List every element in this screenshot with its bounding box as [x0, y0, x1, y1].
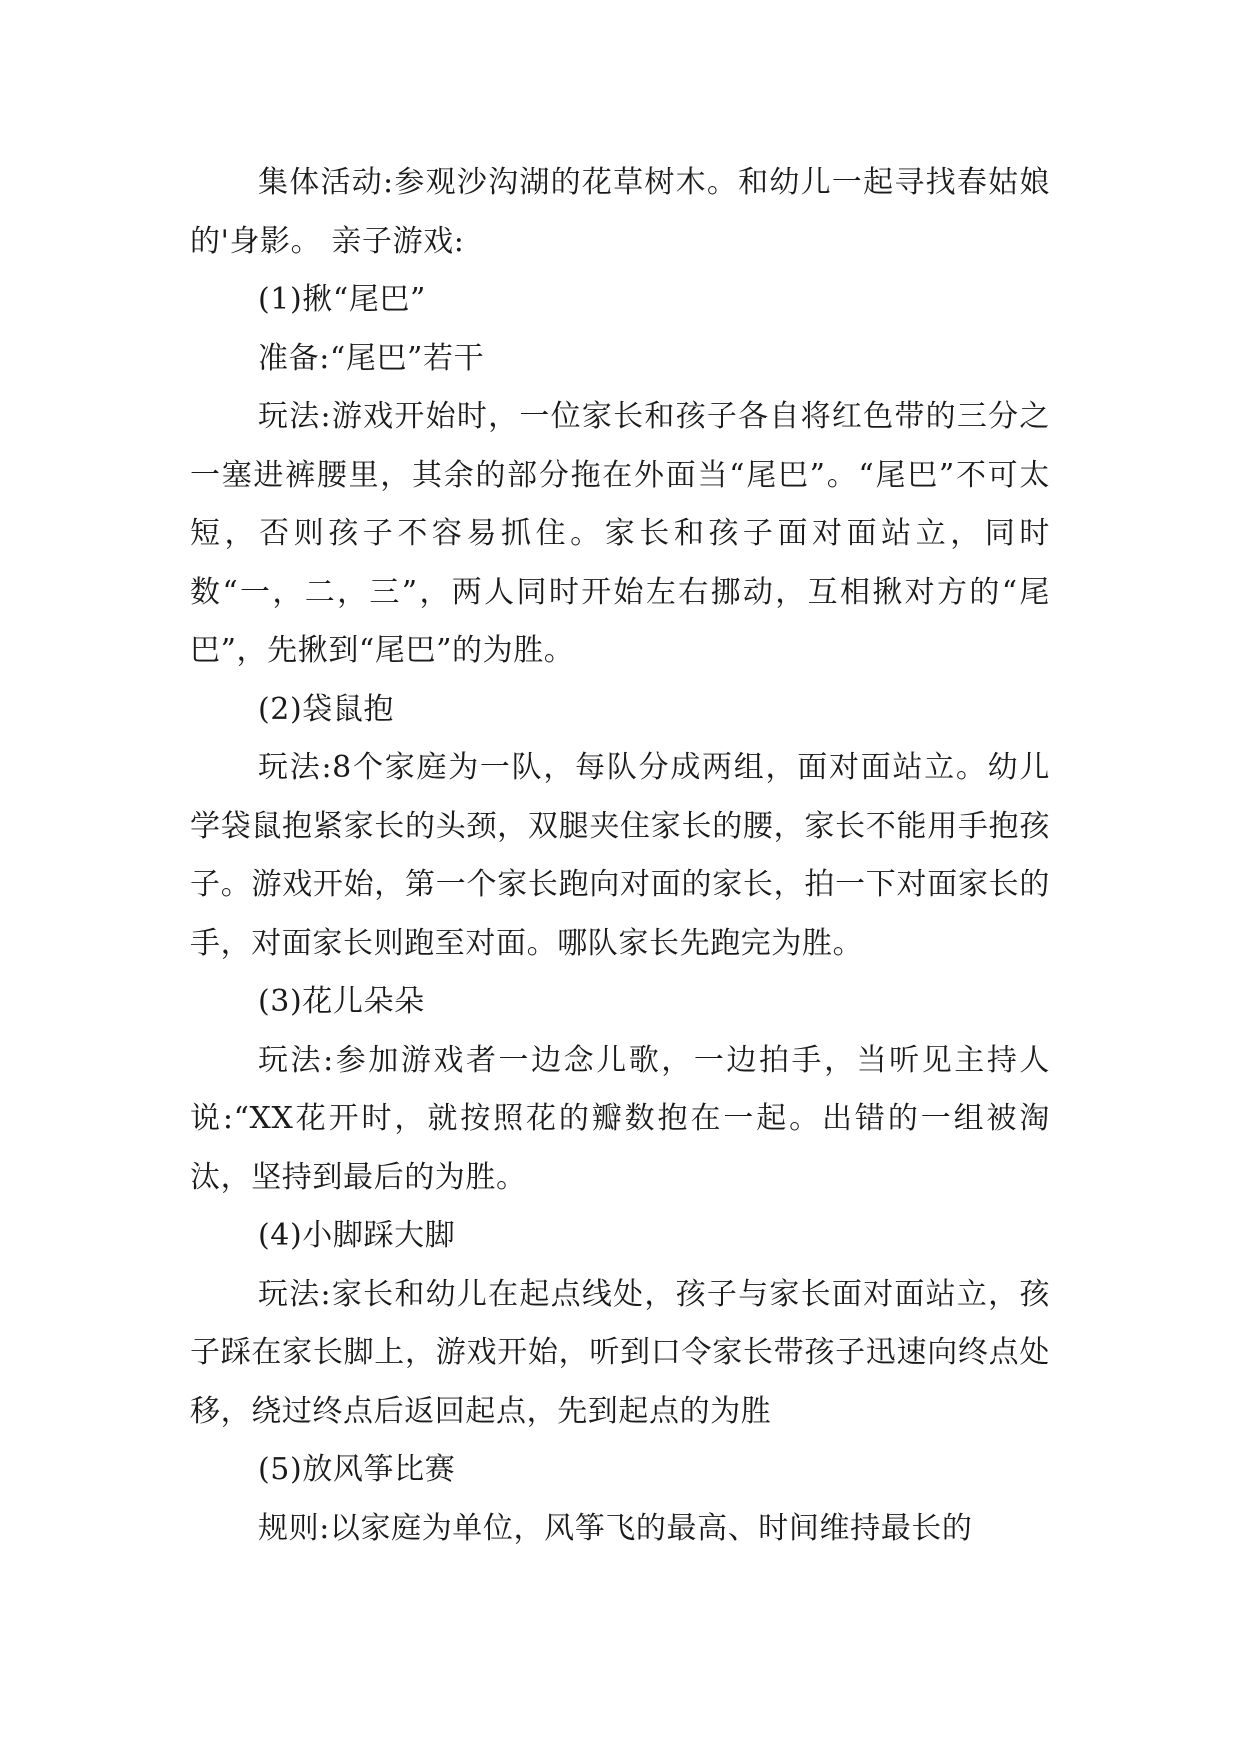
paragraph-group-activity: 集体活动:参观沙沟湖的花草树木。和幼儿一起寻找春姑娘的'身影。 亲子游戏:: [190, 165, 1050, 259]
paragraph-game-4-rules: 玩法:家长和幼儿在起点线处，孩子与家长面对面站立，孩子踩在家长脚上，游戏开始，听到口令家长带孩子迅速向终点处移，绕过终点后返回起点，先到起点的为胜: [190, 1276, 1050, 1429]
document-body: [190, 154, 1050, 1558]
heading-game-1: (1)揪“尾巴”: [258, 282, 426, 317]
paragraph-game-3-rules: 玩法:参加游戏者一边念儿歌，一边拍手，当听见主持人说:“XX花开时，就按照花的瓣数抱在一起。出错的一组被淘汰，坚持到最后的为胜。: [190, 1042, 1050, 1195]
paragraph-game-1-preparation: 准备:“尾巴”若干: [258, 340, 485, 376]
paragraph-game-1-rules: 玩法:游戏开始时，一位家长和孩子各自将红色带的三分之一塞进裤腰里，其余的部分拖在外面当“尾巴”。“尾巴”不可太短，否则孩子不容易抓住。家长和孩子面对面站立，同时数“一，二，三”，两人同时开始左右挪动，互相揪对方的“尾巴”，先揪到“尾巴”的为胜。: [190, 399, 1050, 668]
heading-game-4: (4)小脚踩大脚: [258, 1218, 456, 1253]
heading-game-5: (5)放风筝比赛: [258, 1452, 456, 1487]
heading-game-3: (3)花儿朵朵: [258, 984, 425, 1019]
paragraph-game-5-rules: 规则:以家庭为单位，风筝飞的最高、时间维持最长的: [258, 1510, 973, 1546]
paragraph-game-2-rules: 玩法:8个家庭为一队，每队分成两组，面对面站立。幼儿学袋鼠抱紧家长的头颈，双腿夹住家长的腰，家长不能用手抱孩子。游戏开始，第一个家长跑向对面的家长，拍一下对面家长的手，对面家长则跑至对面。哪队家长先跑完为胜。: [190, 750, 1050, 961]
heading-game-2: (2)袋鼠抱: [258, 691, 395, 727]
